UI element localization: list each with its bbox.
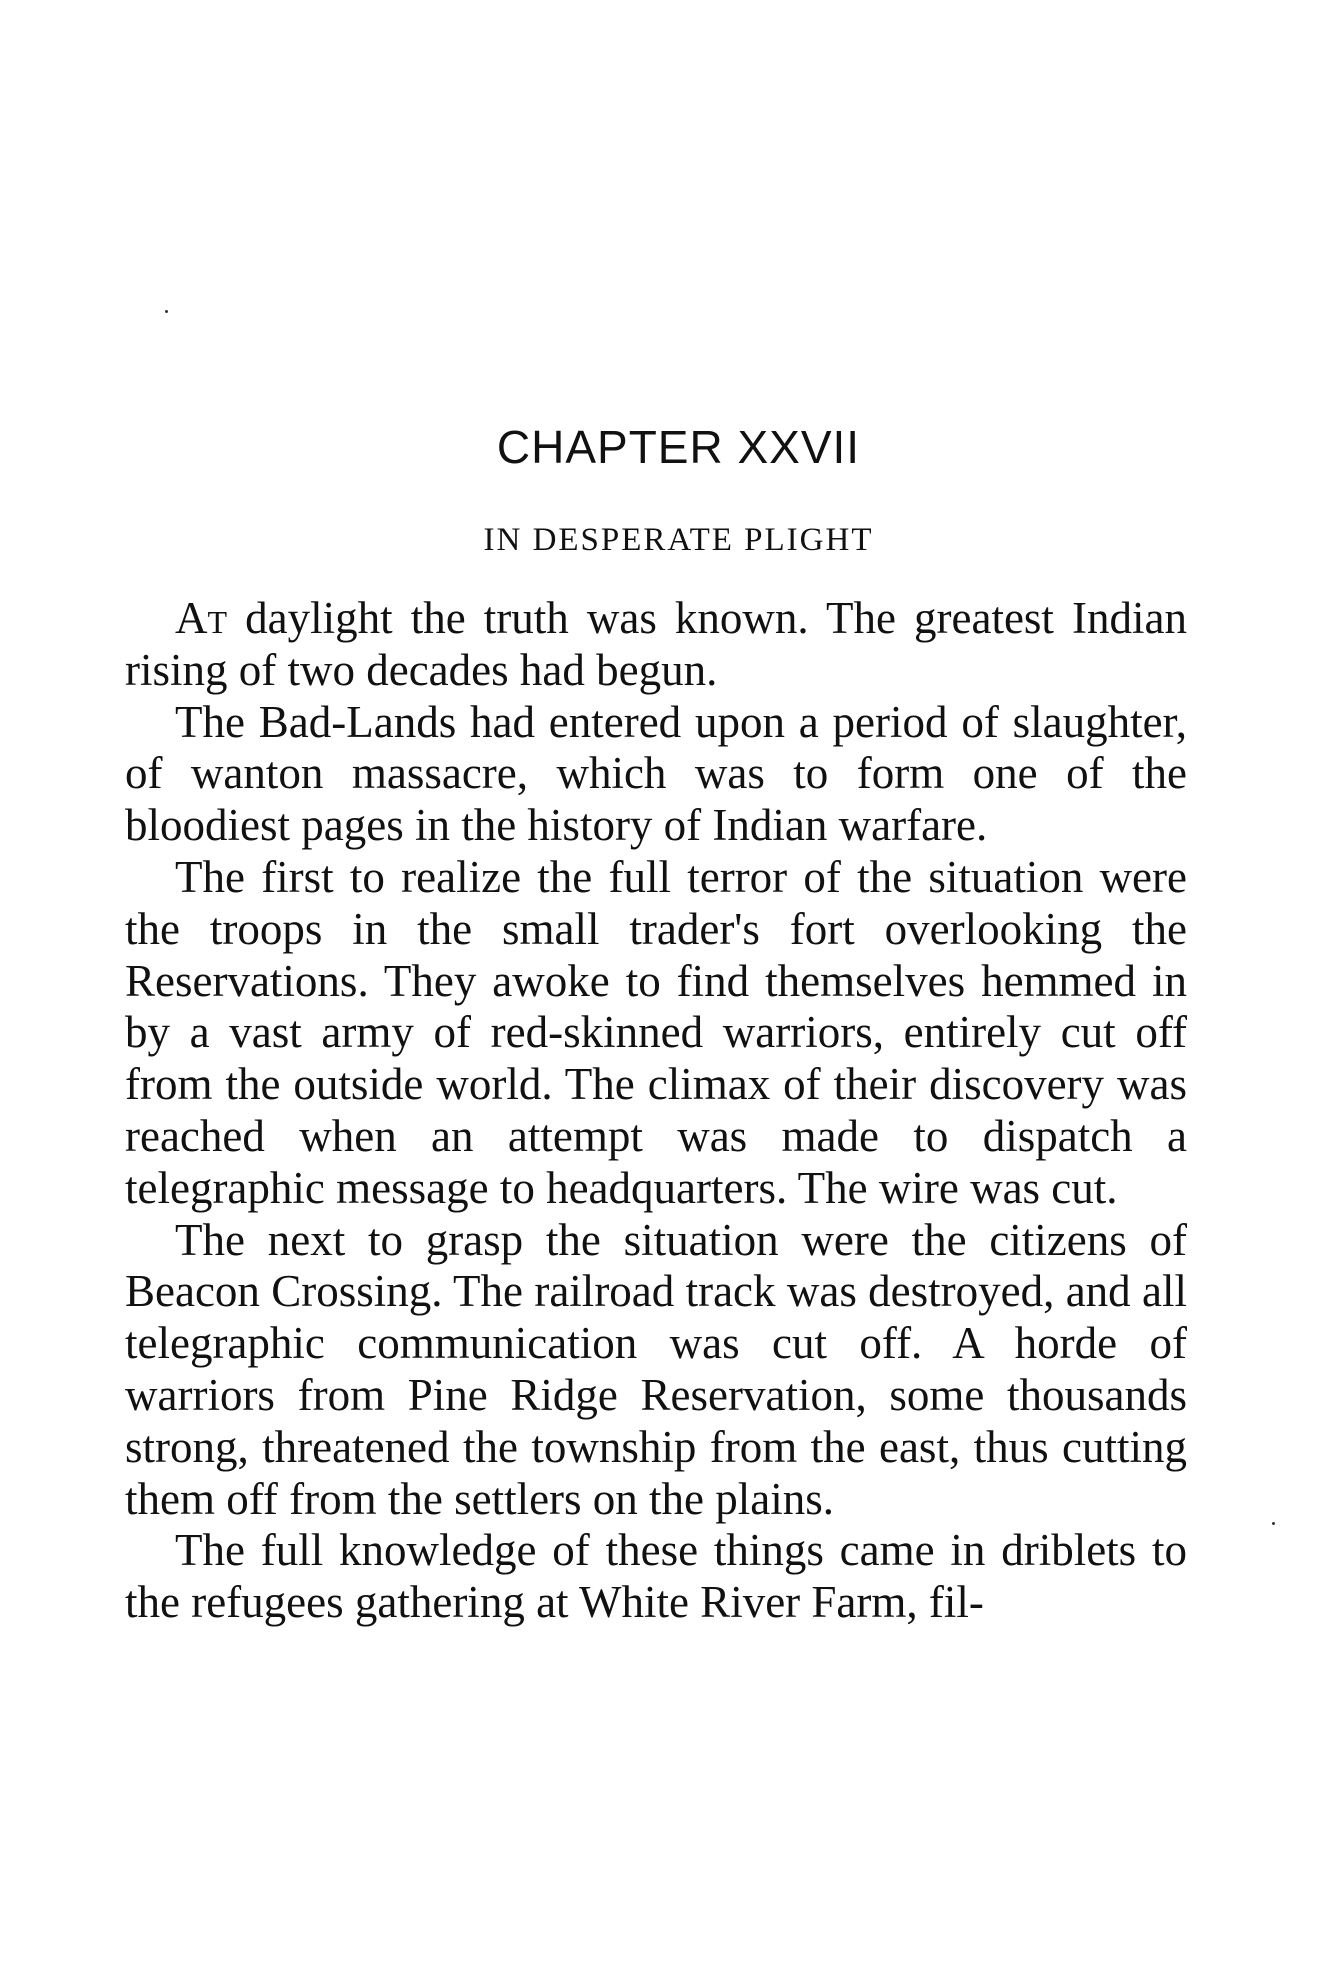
paragraph-text: daylight the truth was known. The greatest Indian rising of two decades had begun. bbox=[125, 593, 1187, 695]
paragraph-text: The full knowledge of these things came in driblets to the refugees gathering at White River Farm, fil- bbox=[125, 1525, 1187, 1628]
print-speck bbox=[165, 310, 168, 313]
paragraph-text: The first to realize the full terror of the situation were the troops in the small trader's fort overlooking the Reservations. They awoke to find themselves hemmed in by a vast army of red-skinned warriors, entirely cut off from the outside world. The climax of their discovery was reached when an attempt was made to dispatch a telegraphic message to headquarters. The wire was cut. bbox=[125, 851, 1187, 1213]
paragraph-text: The Bad-Lands had entered upon a period of slaughter, of wanton massacre, which was to form one of the bloodiest pages in the history of Indian warfare. bbox=[125, 696, 1187, 851]
chapter-subtitle: IN DESPERATE PLIGHT bbox=[483, 522, 874, 558]
paragraph-4 bbox=[125, 1215, 1187, 1526]
print-speck bbox=[1272, 1522, 1275, 1525]
paragraph-3 bbox=[125, 852, 1187, 1215]
paragraph-2 bbox=[125, 697, 1187, 852]
chapter-title: CHAPTER XXVII bbox=[496, 421, 861, 473]
paragraph-1 bbox=[125, 593, 1187, 697]
chapter-body bbox=[125, 593, 1187, 1629]
opening-word: At bbox=[175, 593, 228, 643]
paragraph-5 bbox=[125, 1525, 1187, 1629]
paragraph-text: The next to grasp the situation were the citizens of Beacon Crossing. The railroad track was destroyed, and all telegraphic communication was cut off. A horde of warriors from Pine Ridge Reservation, some thousands strong, threatened the township from the east, thus cutting them off from the settlers on the plains. bbox=[125, 1214, 1187, 1524]
